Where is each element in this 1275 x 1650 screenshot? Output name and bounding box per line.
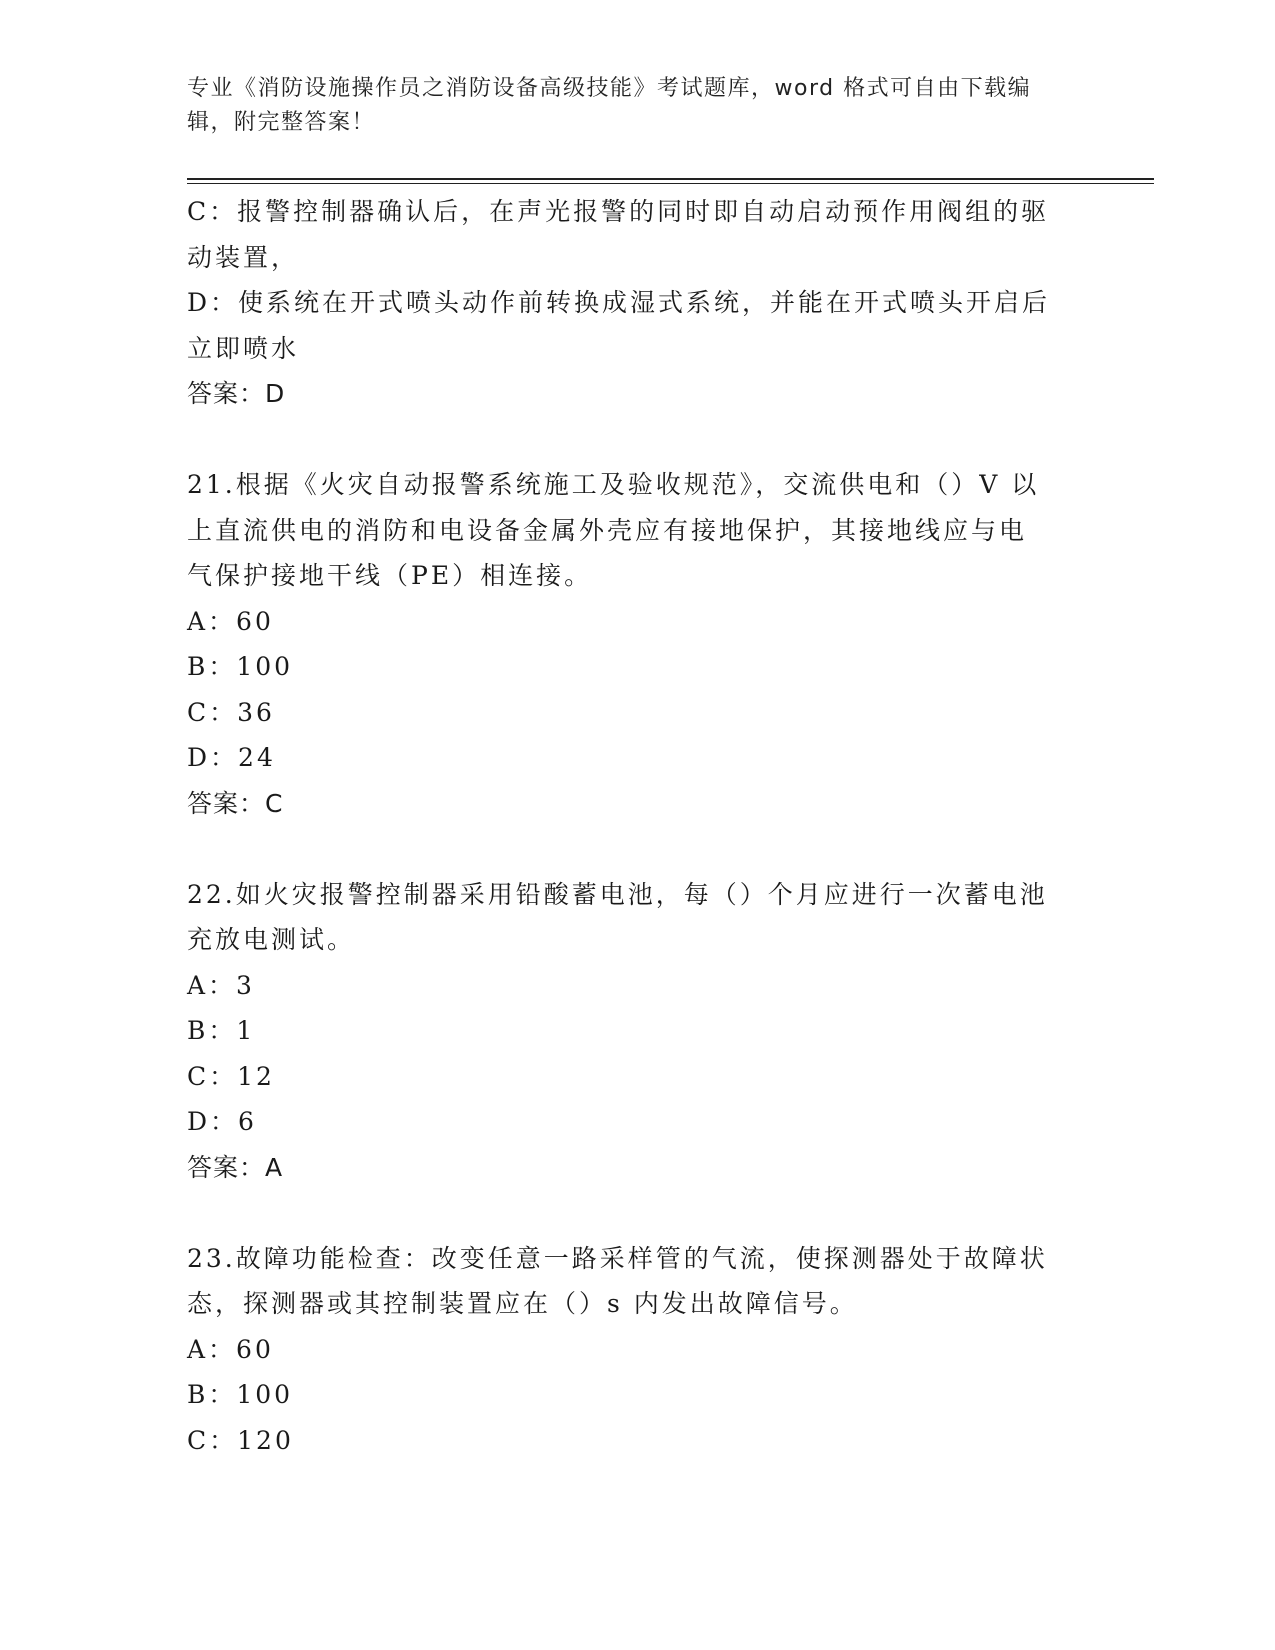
document-header: [187, 72, 1087, 140]
question-stem-line: 气保护接地干线（PE）相连接。: [187, 561, 593, 590]
spacer: [187, 826, 1087, 872]
option-a: A：3: [187, 970, 255, 1000]
previous-question-tail: [187, 189, 1087, 417]
option-d-line-1: D：使系统在开式喷头动作前转换成湿式系统，并能在开式喷头开启后: [187, 288, 1051, 317]
question-content: [187, 189, 1087, 1463]
header-divider-thick: [187, 178, 1154, 180]
header-line-1: 专业《消防设施操作员之消防设备高级技能》考试题库，word 格式可自由下载编: [187, 76, 1032, 101]
header-divider-thin: [187, 183, 1154, 184]
header-line-2: 辑，附完整答案！: [187, 110, 376, 135]
option-c-line-2: 动装置，: [187, 242, 300, 272]
option-b: B：100: [187, 1380, 294, 1409]
question-stem-line: 态，探测器或其控制装置应在（）s 内发出故障信号。: [187, 1289, 858, 1318]
option-a: A：60: [187, 1334, 274, 1364]
option-a: A：60: [187, 606, 274, 636]
question-stem-line: 21.根据《火灾自动报警系统施工及验收规范》，交流供电和（）V 以: [187, 470, 1040, 499]
option-d: D：6: [187, 1107, 257, 1136]
option-c-line-1: C：报警控制器确认后，在声光报警的同时即自动启动预作用阀组的驱: [187, 197, 1050, 226]
question-stem-line: 22.如火灾报警控制器采用铅酸蓄电池，每（）个月应进行一次蓄电池: [187, 879, 1048, 909]
option-c: C：12: [187, 1061, 275, 1091]
question-21: [187, 462, 1087, 826]
option-b: B：100: [187, 652, 294, 681]
spacer: [187, 417, 1087, 463]
answer-line: 答案：D: [187, 379, 286, 408]
question-23: [187, 1236, 1087, 1464]
option-d-line-2: 立即喷水: [187, 333, 300, 363]
option-c: C：120: [187, 1425, 294, 1455]
option-d: D：24: [187, 743, 276, 772]
question-stem-line: 上直流供电的消防和电设备金属外壳应有接地保护，其接地线应与电: [187, 515, 1028, 545]
question-stem-line: 23.故障功能检查：改变任意一路采样管的气流，使探测器处于故障状: [187, 1243, 1048, 1273]
answer-line: 答案：A: [187, 1152, 284, 1182]
question-22: [187, 872, 1087, 1191]
question-stem-line: 充放电测试。: [187, 925, 356, 954]
answer-line: 答案：C: [187, 788, 284, 818]
option-c: C：36: [187, 697, 275, 727]
option-b: B：1: [187, 1016, 256, 1045]
spacer: [187, 1190, 1087, 1236]
